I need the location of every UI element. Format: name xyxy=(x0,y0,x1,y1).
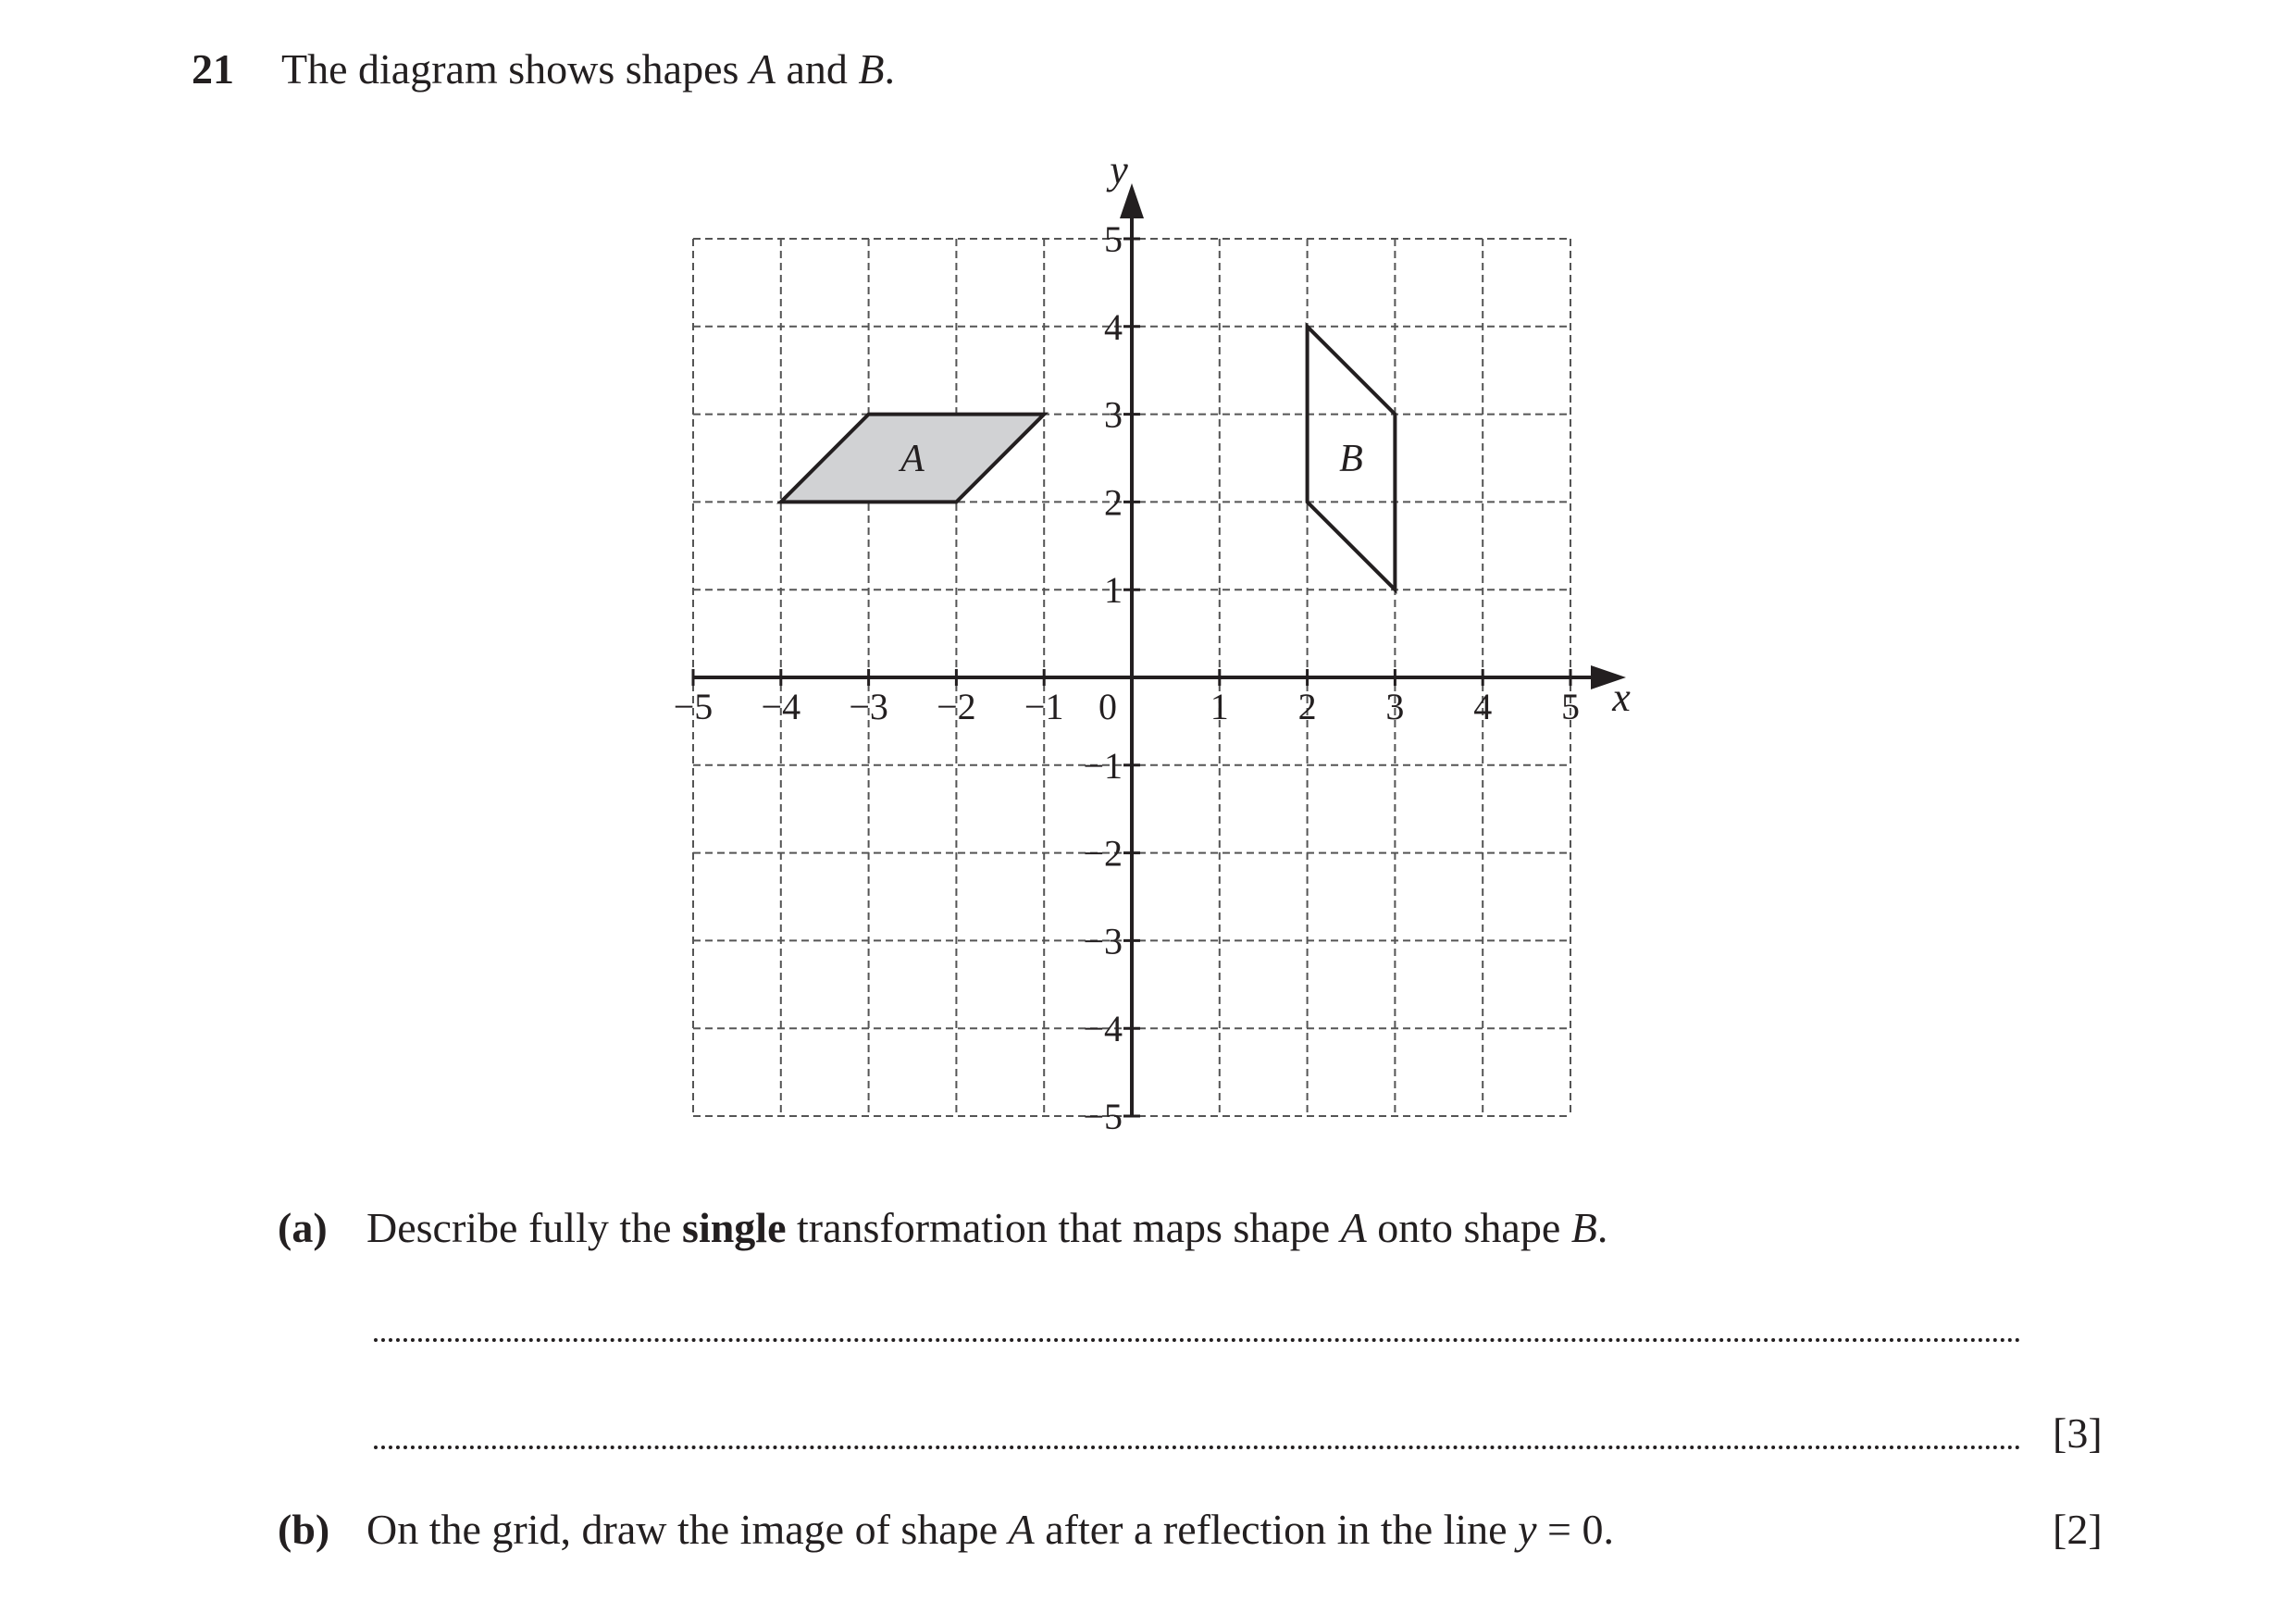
x-tick-label: −2 xyxy=(937,686,976,727)
part-b-text-1: On the grid, draw the image of shape xyxy=(366,1506,1009,1553)
question-number: 21 xyxy=(192,45,234,93)
x-tick-label: 3 xyxy=(1385,686,1405,727)
y-tick-label: 1 xyxy=(1104,569,1123,612)
part-a-text-3: onto shape xyxy=(1366,1204,1571,1251)
x-tick-label: 4 xyxy=(1473,686,1493,727)
part-a-label: (a) xyxy=(278,1204,328,1251)
x-tick-label: −1 xyxy=(1024,686,1064,727)
stem-prefix: The diagram shows shapes xyxy=(281,45,750,93)
origin-label: 0 xyxy=(1098,686,1117,727)
part-a-text-4: . xyxy=(1596,1204,1608,1251)
stem-and: and xyxy=(776,45,859,93)
x-tick-label: −3 xyxy=(849,686,888,727)
x-tick-label: −5 xyxy=(673,686,714,727)
y-tick-label: −5 xyxy=(1083,1096,1123,1137)
part-a-bold-single: single xyxy=(682,1204,787,1251)
y-tick-label: 5 xyxy=(1104,218,1123,260)
y-tick-label: 2 xyxy=(1104,481,1123,524)
x-axis-label: x xyxy=(1612,675,1631,720)
axes-layer xyxy=(693,183,1626,1116)
shape-label-a: A xyxy=(900,438,925,480)
y-tick-label: 4 xyxy=(1104,305,1123,348)
shapes-layer xyxy=(781,327,1396,590)
x-tick-label: 2 xyxy=(1297,686,1317,727)
x-tick-label: −4 xyxy=(761,686,801,727)
part-a-text-2: transformation that maps shape xyxy=(786,1204,1341,1251)
part-a-shape-b: B xyxy=(1570,1204,1597,1251)
stem-shape-b: B xyxy=(858,45,885,93)
y-axis-label: y xyxy=(1110,147,1128,192)
part-a-question xyxy=(366,1200,1607,1256)
part-b-marks: [2] xyxy=(2053,1506,2103,1553)
y-tick-label: 3 xyxy=(1104,393,1123,436)
y-tick-label: −3 xyxy=(1083,920,1123,962)
part-b-equation-var: y xyxy=(1518,1506,1537,1553)
part-a-marks: [3] xyxy=(2053,1409,2103,1457)
part-a-answer-line-1[interactable] xyxy=(374,1338,2021,1342)
stem-shape-a: A xyxy=(749,45,776,93)
part-a-answer-line-2[interactable] xyxy=(374,1446,2021,1449)
part-b-text-2: after a reflection in the line xyxy=(1034,1506,1519,1553)
part-a-shape-a: A xyxy=(1340,1204,1367,1251)
y-tick-label: −2 xyxy=(1083,832,1123,875)
x-tick-label: 5 xyxy=(1561,686,1580,727)
y-tick-label: −4 xyxy=(1083,1008,1123,1050)
part-b-question xyxy=(366,1502,1614,1558)
part-b-equation-rest: = 0. xyxy=(1536,1506,1614,1553)
shape-label-b: B xyxy=(1339,438,1363,480)
part-b-label: (b) xyxy=(278,1506,330,1553)
part-b-shape-a: A xyxy=(1008,1506,1035,1553)
stem-end: . xyxy=(884,45,896,93)
x-tick-label: 1 xyxy=(1210,686,1229,727)
part-a-text-1: Describe fully the xyxy=(366,1204,683,1251)
y-tick-label: −1 xyxy=(1083,744,1123,787)
labels-layer xyxy=(674,147,1632,1137)
